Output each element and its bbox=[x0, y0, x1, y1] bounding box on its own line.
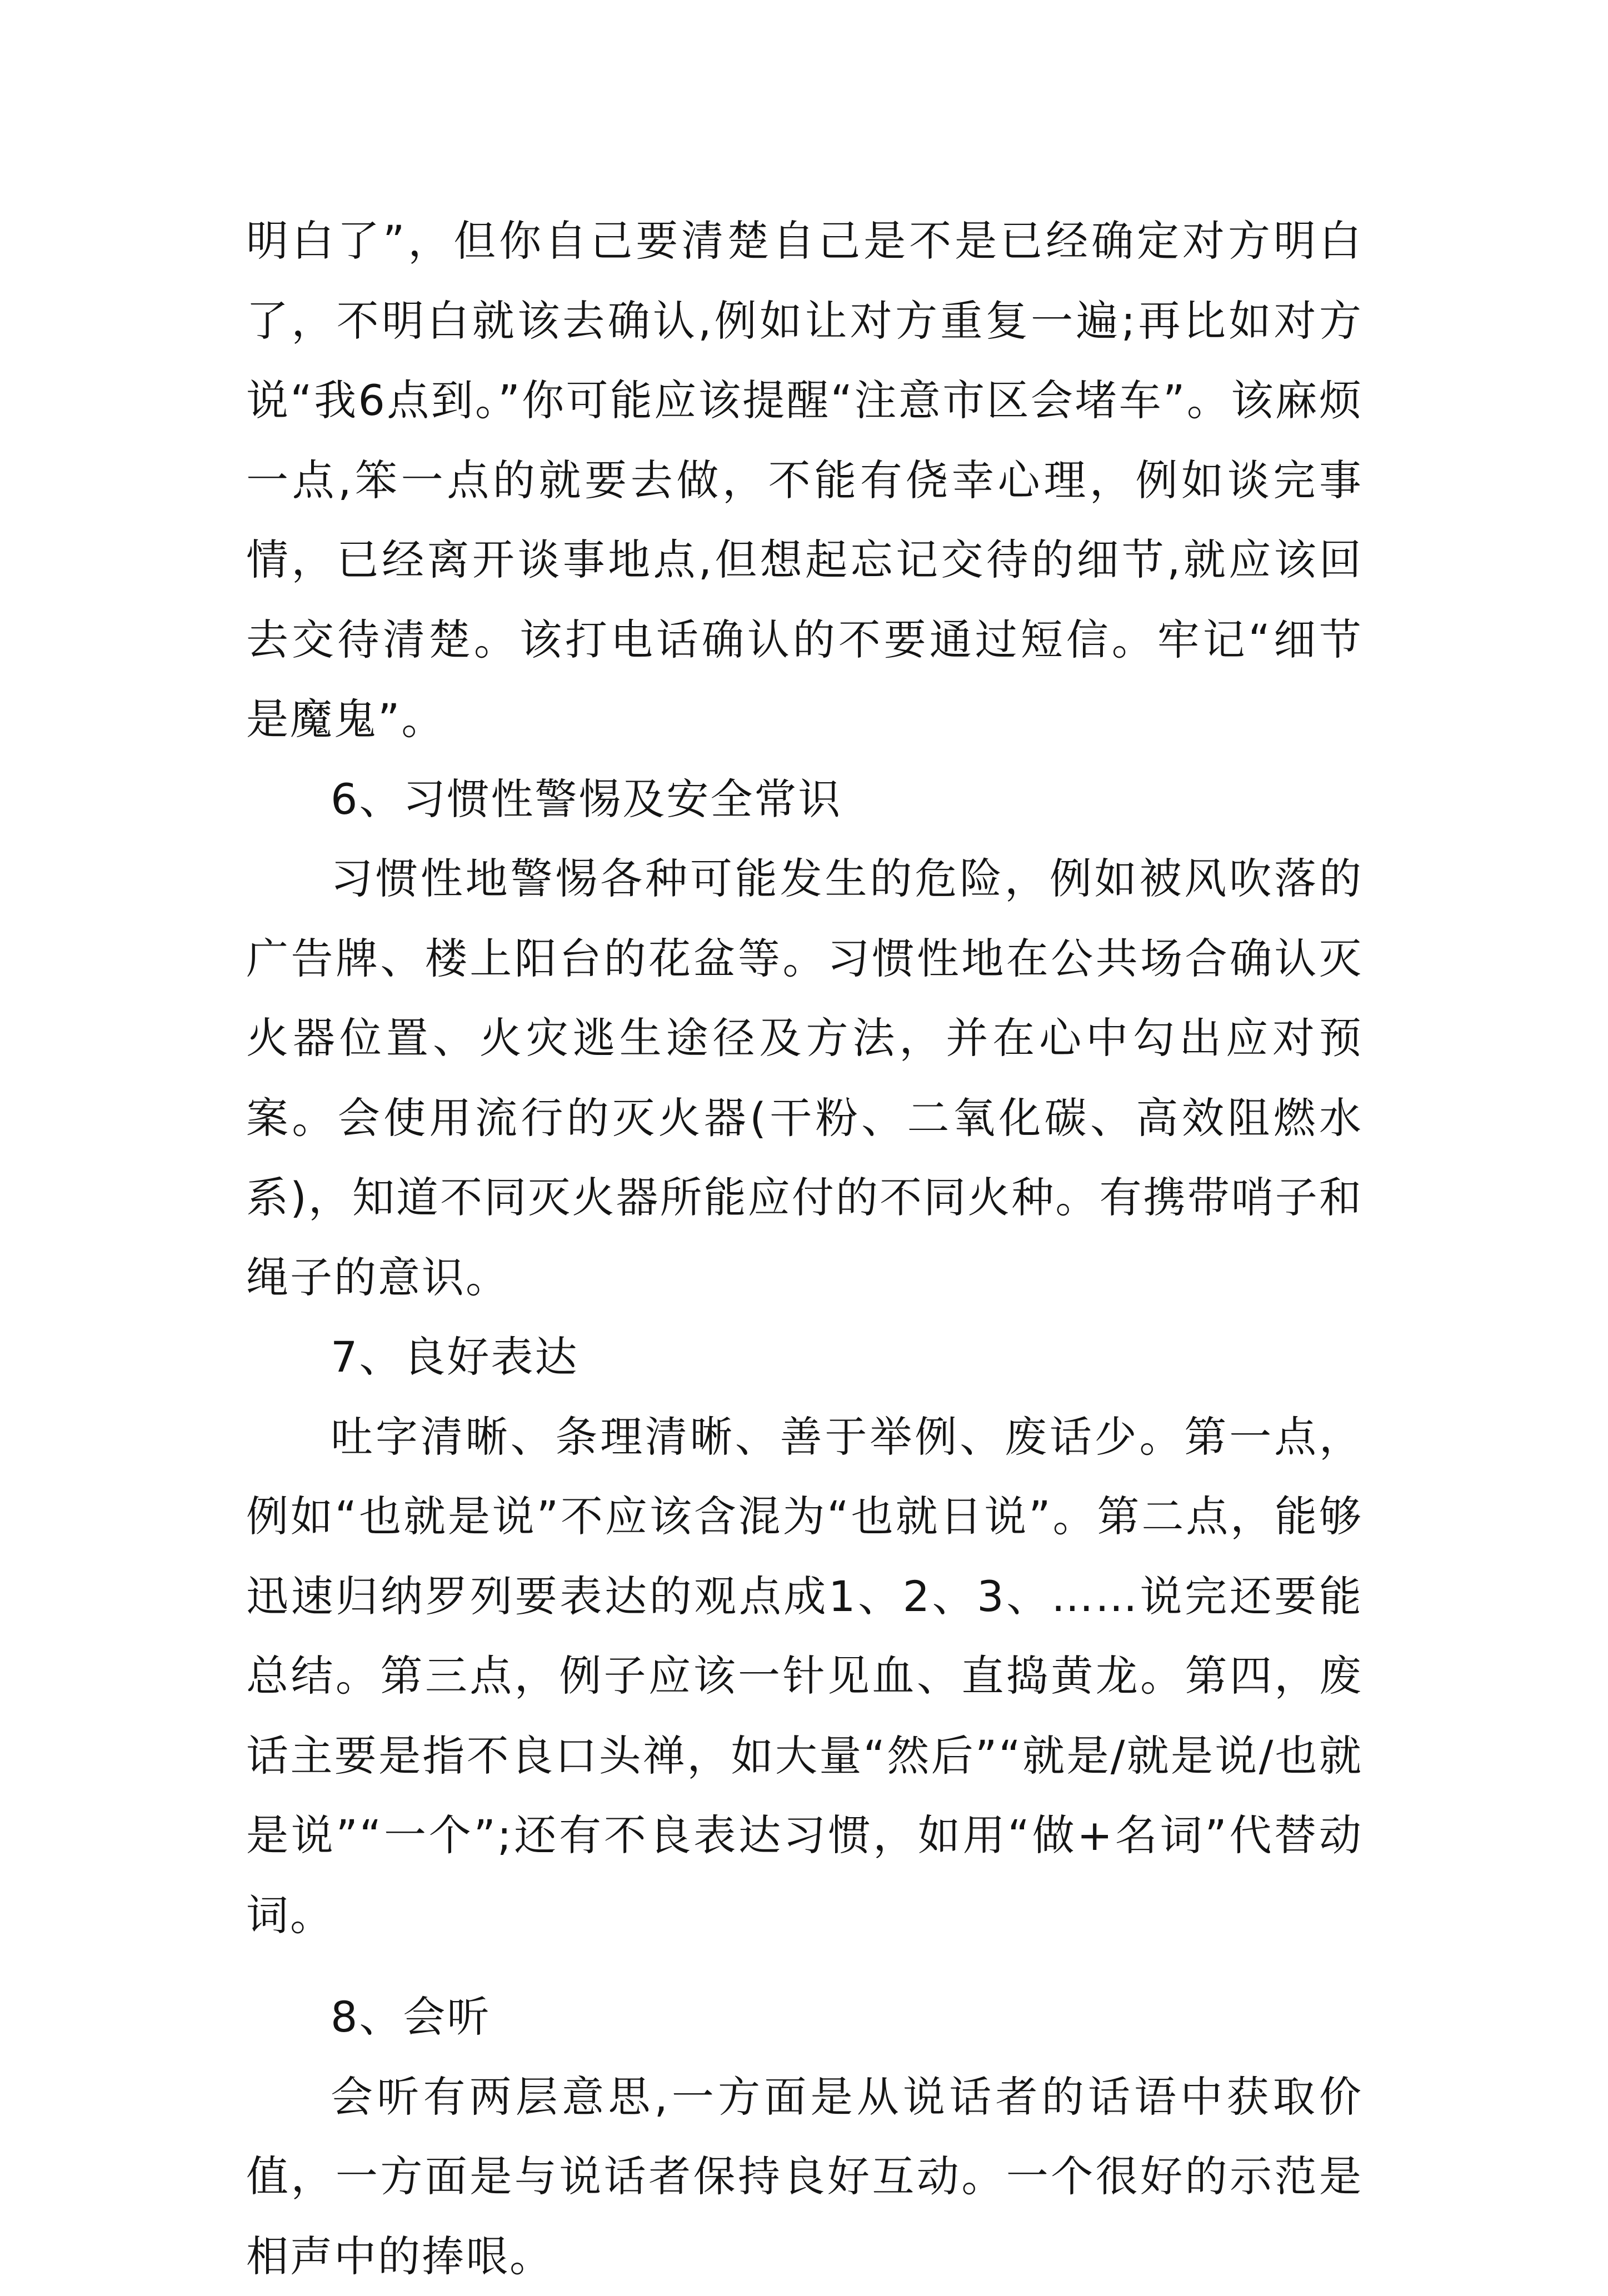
document-body bbox=[246, 201, 1363, 2296]
paragraph-safety: 习惯性地警惕各种可能发生的危险，例如被风吹落的广告牌、楼上阳台的花盆等。习惯性地在公共场合确认灭火器位置、火灾逃生途径及方法，并在心中勾出应对预案。会使用流行的灭火器(干粉、二氧化碳、高效阻燃水系)，知道不同灭火器所能应付的不同火种。有携带哨子和绳子的意识。 bbox=[246, 839, 1363, 1317]
section-heading-7: 7、良好表达 bbox=[246, 1317, 1363, 1397]
section-heading-8: 8、会听 bbox=[246, 1977, 1363, 2057]
paragraph-expression: 吐字清晰、条理清晰、善于举例、废话少。第一点，例如“也就是说”不应该含混为“也就日说”。第二点，能够迅速归纳罗列要表达的观点成1、2、3、……说完还要能总结。第三点，例子应该一针见血、直捣黄龙。第四，废话主要是指不良口头禅，如大量“然后”“就是/就是说/也就是说”“一个”;还有不良表达习惯，如用“做+名词”代替动词。 bbox=[246, 1397, 1363, 1955]
paragraph-continuation: 明白了”，但你自己要清楚自己是不是已经确定对方明白了，不明白就该去确认,例如让对方重复一遍;再比如对方说“我6点到。”你可能应该提醒“注意市区会堵车”。该麻烦一点,笨一点的就要去做，不能有侥幸心理，例如谈完事情，已经离开谈事地点,但想起忘记交待的细节,就应该回去交待清楚。该打电话确认的不要通过短信。牢记“细节是魔鬼”。 bbox=[246, 201, 1363, 759]
section-heading-6: 6、习惯性警惕及安全常识 bbox=[246, 759, 1363, 839]
paragraph-listening: 会听有两层意思,一方面是从说话者的话语中获取价值，一方面是与说话者保持良好互动。一个很好的示范是相声中的捧哏。 bbox=[246, 2057, 1363, 2296]
